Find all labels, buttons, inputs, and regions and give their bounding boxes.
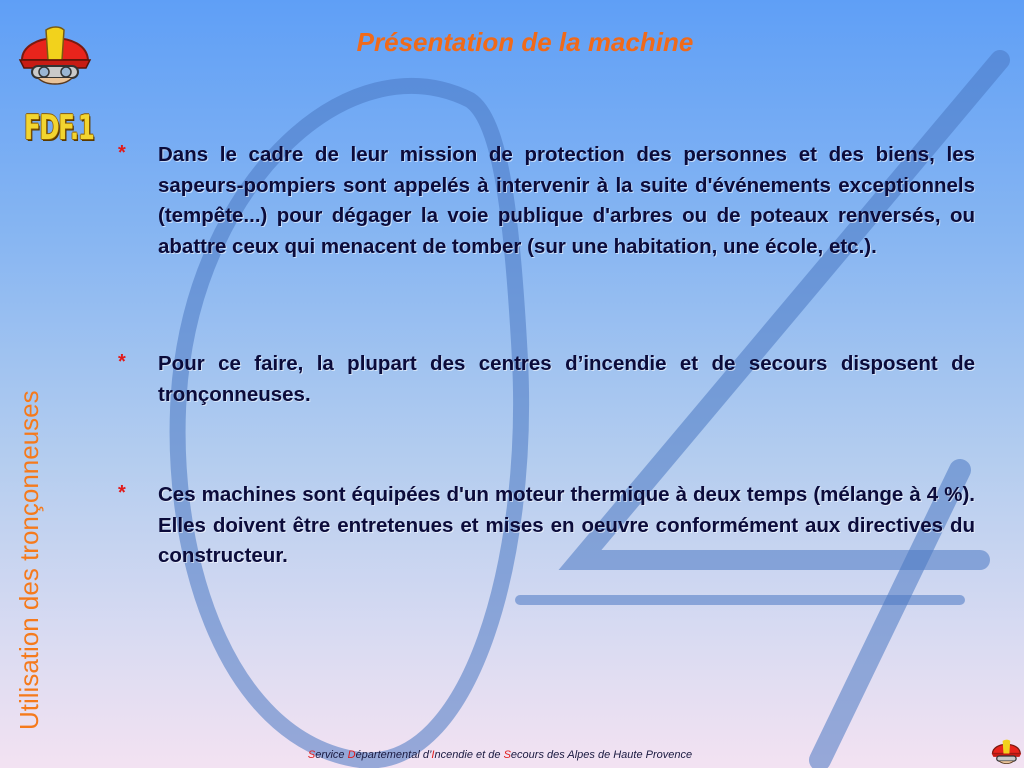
footer-word: ervice bbox=[315, 749, 348, 761]
footer-initial: D bbox=[347, 749, 356, 761]
vertical-section-title: Utilisation des tronçonneuses bbox=[14, 390, 44, 730]
list-item bbox=[118, 140, 975, 262]
bullet-text: Ces machines sont équipées d'un moteur thermique à deux temps (mélange à 4 %). Elles doivent être entretenues et mises en oeuvre conformément aux directives du constructeur. bbox=[158, 483, 975, 567]
footer-initial: S bbox=[503, 749, 511, 761]
footer-word: ecours des Alpes de Haute Provence bbox=[510, 749, 693, 761]
list-item bbox=[118, 480, 975, 572]
bullet-text: Dans le cadre de leur mission de protection des personnes et des biens, les sapeurs-pompiers sont appelés à intervenir à la suite d'événements exceptionnels (tempête...) pour dégager la voie publique d'arbres ou de poteaux renversés, ou abattre ceux qui menacent de tomber (sur une habitation, une école, etc.). bbox=[158, 143, 975, 258]
firefighter-helmet-icon bbox=[16, 20, 92, 88]
fdf-logo-text: FDF.1 bbox=[24, 108, 94, 148]
bullet-marker: * bbox=[118, 142, 126, 164]
list-item bbox=[118, 349, 975, 410]
page-title: Présentation de la machine bbox=[356, 27, 694, 57]
footer-word: épartemental d’ bbox=[355, 749, 432, 761]
footer-initial: I bbox=[431, 749, 435, 761]
bullet-marker: * bbox=[118, 482, 126, 504]
footer-initial: S bbox=[307, 749, 316, 761]
bullet-marker: * bbox=[118, 351, 126, 373]
firefighter-helmet-icon bbox=[990, 736, 1022, 766]
bullet-text: Pour ce faire, la plupart des centres d’incendie et de secours disposent de tronçonneuses. bbox=[158, 352, 975, 406]
footer-word: ncendie et de bbox=[434, 749, 504, 761]
footer-organization bbox=[250, 749, 750, 761]
